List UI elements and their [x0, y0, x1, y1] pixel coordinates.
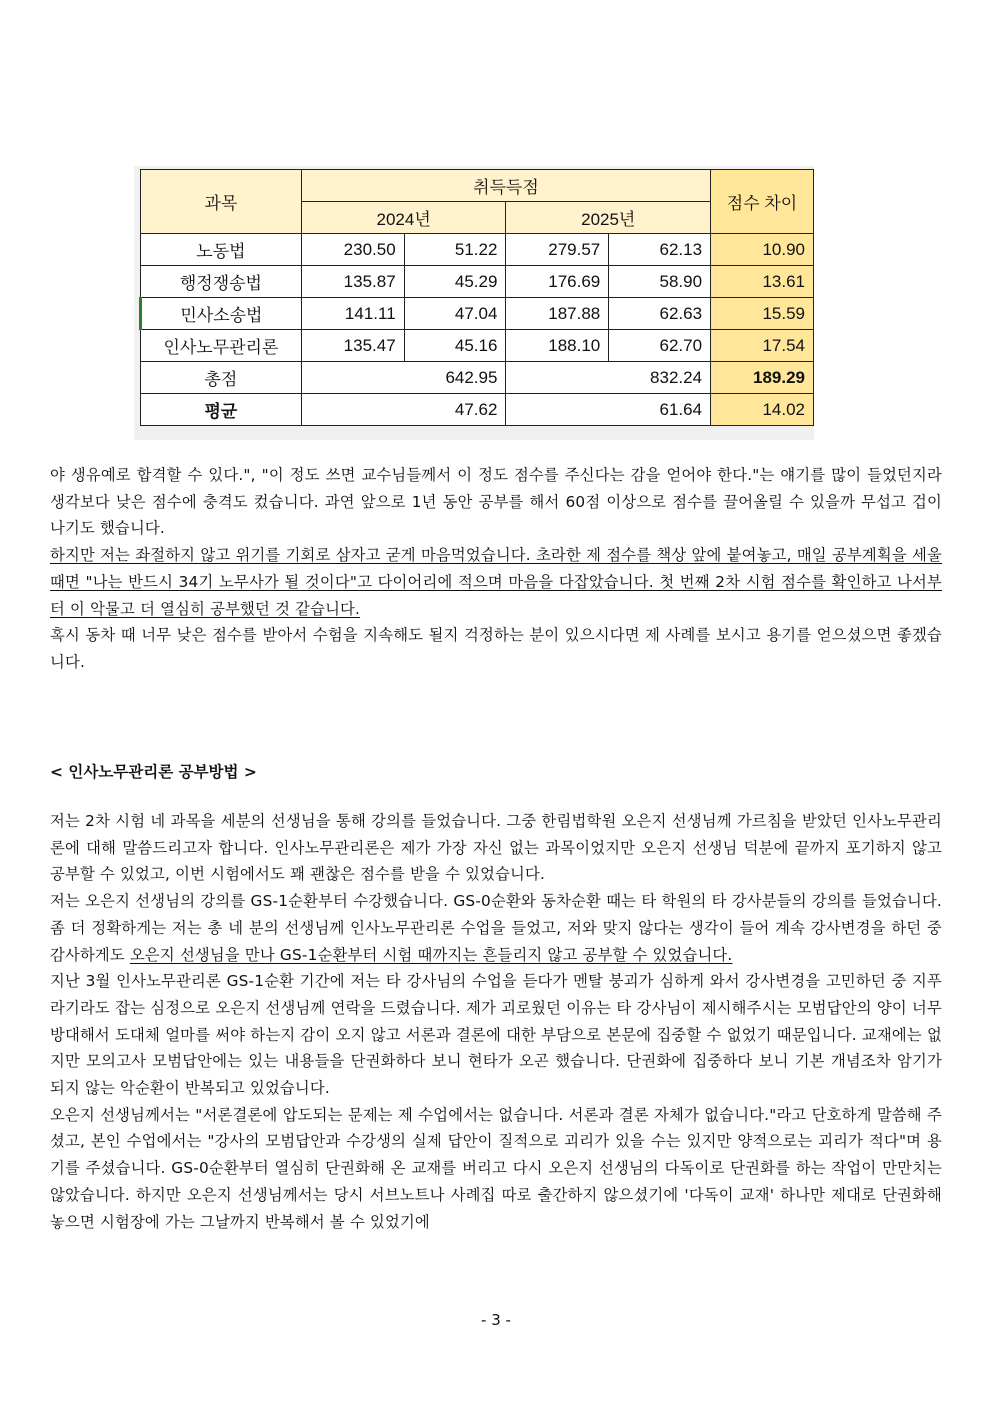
paragraph: 저는 2차 시험 네 과목을 세분의 선생님을 통해 강의를 들었습니다. 그중 한림법학원 오은지 선생님께 가르침을 받았던 인사노무관리론에 대해 말씀드리고자 합니다. 인사노무관리론은 제가 가장 자신 없는 과목이었지만 오은지 선생님 덕분에 끝까지 포기하지 않고 공부할 수 있었고, 이번 시험에서도 꽤 괜찮은 점수를 받을 수 있었습니다.: [50, 812, 942, 884]
score-cell: 187.88: [506, 298, 609, 330]
total-2025: 832.24: [506, 362, 711, 394]
header-year-2025: 2025년: [506, 202, 711, 234]
average-diff: 14.02: [711, 394, 814, 426]
score-cell: 135.87: [301, 266, 404, 298]
score-cell: 47.04: [404, 298, 506, 330]
score-cell: 230.50: [301, 234, 404, 266]
score-cell: 141.11: [301, 298, 404, 330]
section-heading: < 인사노무관리론 공부방법 >: [50, 763, 257, 781]
paragraph-text: 저는 오은지 선생님의 강의를 GS-1순환부터 수강했습니다. GS-0순환와 동차순환 때는 타 학원의 타 강사분들의 강의를 들었습니다. 좀 더 정확하게는 저는 총 네 분의 선생님께 인사노무관리론 수업을 들었고, 저와 맞지 않다는 생각이 들어 계속 강사변경을 하던 중 감사하게도: [50, 892, 942, 964]
diff-cell: 13.61: [711, 266, 814, 298]
score-table: [139, 169, 814, 426]
body-paragraph-2: [50, 808, 942, 1235]
paragraph: 혹시 동차 때 너무 낮은 점수를 받아서 수험을 지속해도 될지 걱정하는 분이 있으시다면 제 사례를 보시고 용기를 얻으셨으면 좋겠습니다.: [50, 626, 942, 671]
total-label: 총점: [141, 362, 302, 394]
subject-cell: 행정쟁송법: [141, 266, 302, 298]
score-cell: 279.57: [506, 234, 609, 266]
header-year-2024: 2024년: [301, 202, 506, 234]
score-cell: 58.90: [609, 266, 711, 298]
subject-cell: 인사노무관리론: [141, 330, 302, 362]
paragraph: 야 생유예로 합격할 수 있다.", "이 정도 쓰면 교수님들께서 이 정도 점수를 주신다는 감을 얻어야 한다."는 얘기를 많이 들었던지라 생각보다 낮은 점수에 충격도 컸습니다. 과연 앞으로 1년 동안 공부를 해서 60점 이상으로 점수를 끌어올릴 수 있을까 무섭고 겁이 나기도 했습니다.: [50, 466, 942, 538]
score-table-frame: [134, 166, 814, 440]
table-row: [141, 330, 814, 362]
diff-cell: 17.54: [711, 330, 814, 362]
header-subject: 과목: [141, 170, 302, 234]
table-row: [141, 298, 814, 330]
diff-cell: 10.90: [711, 234, 814, 266]
paragraph: 오은지 선생님께서는 "서론결론에 압도되는 문제는 제 수업에서는 없습니다. 서론과 결론 자체가 없습니다."라고 단호하게 말씀해 주셨고, 본인 수업에서는 "강사의 모범답안과 수강생의 실제 답안이 질적으로 괴리가 있을 수는 있지만 양적으로는 괴리가 적다"며 용기를 주셨습니다. GS-0순환부터 열심히 단권화해 온 교재를 버리고 다시 오은지 선생님의 다독이로 단권화를 하는 작업이 만만치는 않았습니다. 하지만 오은지 선생님께서는 당시 서브노트나 사례집 따로 출간하지 않으셨기에 '다독이 교재' 하나만 제대로 단권화해 놓으면 시험장에 가는 그날까지 반복해서 볼 수 있었기에: [50, 1105, 942, 1231]
average-label: 평균: [141, 394, 302, 426]
page-number: - 3 -: [481, 1311, 511, 1329]
average-row: [141, 394, 814, 426]
body-paragraph-1: [50, 462, 942, 676]
header-obtained: 취득득점: [301, 170, 710, 202]
header-diff: 점수 차이: [711, 170, 814, 234]
average-2024: 47.62: [301, 394, 506, 426]
total-2024: 642.95: [301, 362, 506, 394]
table-row: [141, 266, 814, 298]
score-cell: 188.10: [506, 330, 609, 362]
score-cell: 45.16: [404, 330, 506, 362]
score-cell: 62.13: [609, 234, 711, 266]
underlined-text: 오은지 선생님을 만나 GS-1순환부터 시험 때까지는 흔들리지 않고 공부할 수 있었습니다.: [129, 945, 733, 964]
average-2025: 61.64: [506, 394, 711, 426]
total-row: [141, 362, 814, 394]
paragraph: 지난 3월 인사노무관리론 GS-1순환 기간에 저는 타 강사님의 수업을 듣다가 멘탈 붕괴가 심하게 와서 강사변경을 고민하던 중 지푸라기라도 잡는 심정으로 오은지 선생님께 연락을 드렸습니다. 제가 괴로웠던 이유는 타 강사님이 제시해주시는 모범답안의 양이 너무 방대해서 도대체 얼마를 써야 하는지 감이 오지 않고 서론과 결론에 대한 부담으로 본문에 집중할 수 없었기 때문입니다. 교재에는 없지만 모의고사 모범답안에는 있는 내용들을 단권화하다 보니 현타가 오곤 했습니다. 단권화에 집중하다 보니 기본 개념조차 암기가 되지 않는 악순환이 반복되고 있었습니다.: [50, 972, 942, 1098]
score-cell: 62.63: [609, 298, 711, 330]
score-cell: 176.69: [506, 266, 609, 298]
underlined-paragraph: 하지만 저는 좌절하지 않고 위기를 기회로 삼자고 굳게 마음먹었습니다. 초라한 제 점수를 책상 앞에 붙여놓고, 매일 공부계획을 세울 때면 "나는 반드시 34기 노무사가 될 것이다"고 다이어리에 적으며 마음을 다잡았습니다. 첫 번째 2차 시험 점수를 확인하고 나서부터 이 악물고 더 열심히 공부했던 것 같습니다.: [50, 546, 942, 618]
table-row: [141, 234, 814, 266]
score-cell: 62.70: [609, 330, 711, 362]
subject-cell: 민사소송법: [141, 298, 302, 330]
total-diff: 189.29: [711, 362, 814, 394]
paragraph: [50, 888, 942, 968]
diff-cell: 15.59: [711, 298, 814, 330]
score-cell: 51.22: [404, 234, 506, 266]
subject-cell: 노동법: [141, 234, 302, 266]
score-cell: 135.47: [301, 330, 404, 362]
score-cell: 45.29: [404, 266, 506, 298]
